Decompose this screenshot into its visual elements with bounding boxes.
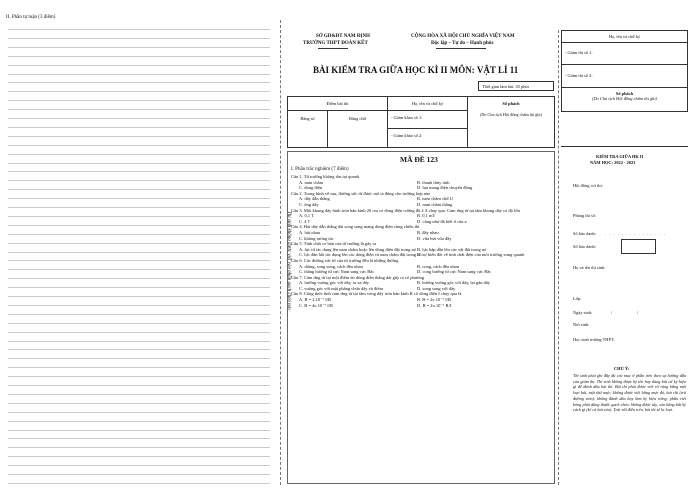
invigilator-2: - Giám thị số 2: <box>565 73 593 78</box>
examiner-header-cell <box>388 97 468 111</box>
question-text: Câu 1. Từ trường không tồn tại quanh <box>291 174 360 179</box>
answer-option: C. ống dây <box>299 201 319 207</box>
option-row <box>291 202 553 208</box>
essay-rule <box>8 296 270 297</box>
code-header-cell <box>468 97 554 111</box>
answer-option: A. nam châm <box>299 179 324 185</box>
candidate-code-box[interactable] <box>621 239 656 254</box>
answer-option: C. không tương tác <box>299 235 334 241</box>
essay-rule <box>8 349 270 350</box>
dob-sep-1: / <box>611 310 613 315</box>
essay-rule <box>8 421 270 422</box>
answer-option: C. vuông góc với mặt phẳng chứa dây và điểm <box>299 285 384 291</box>
candidate-no-label: Số báo danh: <box>573 231 596 236</box>
school-dept: SỞ GD&ĐT NAM ĐỊNH <box>316 34 370 39</box>
essay-rule <box>8 109 270 110</box>
essay-rule <box>8 456 270 457</box>
answer-option: A. B = 2.10⁻⁷ I/R <box>299 297 331 303</box>
question-text: Câu 3. Một khung dây hình tròn bán kính 20 cm có dòng điện cường độ 2 A chạy qua. Cảm ứng từ tại tâm khung dây có độ lớn <box>291 207 520 213</box>
essay-rule <box>8 198 270 199</box>
right-code-title: Số phách <box>615 91 634 96</box>
exam-code: MÃ ĐỀ 123 <box>400 155 438 164</box>
option-row <box>291 185 553 191</box>
essay-rule <box>8 29 270 30</box>
answer-option: A. hút nhau <box>299 229 321 235</box>
essay-rule <box>8 38 270 39</box>
essay-rule <box>8 65 270 66</box>
motto: Độc lập – Tự do – Hạnh phúc <box>431 41 494 46</box>
duration-text: Thời gian làm bài: 45 phút <box>482 84 529 89</box>
invigilator-1-cell <box>562 43 687 65</box>
score-table <box>287 96 555 148</box>
answer-option: D. hạt mang điện chuyển động <box>417 185 473 191</box>
essay-rule <box>8 367 270 368</box>
invigilator-2-cell <box>562 65 687 88</box>
answer-option: D. B = 2π.10⁻⁷ R/I <box>417 302 452 308</box>
answer-option: C. 4 T <box>299 218 311 224</box>
answer-option: B. đẩy nhau <box>417 229 439 235</box>
option-row <box>291 269 553 275</box>
essay-rule <box>8 163 270 164</box>
exam-name: KIỂM TRA GIỮA HK II <box>596 154 644 159</box>
essay-rule <box>8 225 270 226</box>
invigilator-header: Họ, tên và chữ ký <box>608 34 641 39</box>
in-number-label: Bằng số <box>300 116 315 121</box>
question-list <box>291 174 553 308</box>
candidate-code-label: Số báo danh: <box>573 244 596 249</box>
invigilator-1: - Giám thị số 1: <box>565 50 593 55</box>
essay-rule <box>8 189 270 190</box>
answer-option: A. 0,1 T <box>299 213 314 219</box>
essay-rule <box>8 287 270 288</box>
essay-rule <box>8 216 270 217</box>
essay-rule <box>8 394 270 395</box>
essay-rule <box>8 341 270 342</box>
answer-option: C. dòng điện <box>299 185 323 191</box>
essay-rule <box>8 118 270 119</box>
essay-rule <box>8 305 270 306</box>
essay-rule <box>8 56 270 57</box>
cut-line-right <box>558 30 559 485</box>
essay-rule <box>8 82 270 83</box>
essay-rule <box>8 314 270 315</box>
essay-rule <box>8 403 270 404</box>
cut-line-left <box>280 20 281 485</box>
essay-rule <box>8 100 270 101</box>
essay-rule <box>8 278 270 279</box>
option-row <box>291 303 553 309</box>
exam-title: BÀI KIỂM TRA GIỮA HỌC KÌ II MÔN: VẬT LÍ 11 <box>313 65 519 75</box>
essay-rule <box>8 127 270 128</box>
examiner-2-cell <box>388 129 468 147</box>
in-words-label: Bằng chữ <box>349 116 366 121</box>
answer-option: B. nam châm chữ U <box>417 196 454 202</box>
school-label: Học sinh trường THPT: <box>573 337 615 342</box>
essay-rule <box>8 171 270 172</box>
code-header: Số phách <box>502 101 520 106</box>
essay-rule <box>8 447 270 448</box>
question-text: Câu 2. Trong hình vẽ sau, đường sức từ được mô tả đúng cho trường hợp nào <box>291 190 431 196</box>
essay-rule <box>8 412 270 413</box>
answer-option: B. B = 2π.10⁻⁷ I/R <box>417 297 452 303</box>
essay-rule <box>8 74 270 75</box>
note-body: Thí sinh phải ghi đầy đủ các mục ở phần trên theo sự hướng dẫn của giám thị. Thí sinh không được ký tên hay dùng bất cứ ký hiệu gì để đánh dấu bài thi. Bài thi phải được viết rõ ràng bằng một loại bút, một thứ mực; không được viết bằng mực đỏ, bút chì (trừ đường tròn); không đánh dấu hay làm ký hiệu riêng; phần viết hỏng phải dùng thước gạch chéo; không được tẩy, xóa bằng bất kỳ cách gì (kể cả bút xóa). Trái với điều trên, bài thi sẽ bị loại. <box>573 373 686 413</box>
answer-option: C. lực đàn hồi tác dụng lên các dòng điện và nam châm đặt trong nó <box>299 252 422 258</box>
essay-rule <box>8 385 270 386</box>
answer-option: B. cong, cách đều nhau <box>417 263 459 269</box>
school-name: TRƯỜNG THPT ĐOÀN KẾT <box>303 41 368 46</box>
score-header: Điểm bài thi <box>326 101 349 106</box>
essay-rule <box>8 376 270 377</box>
answer-option: A. lực từ tác dụng lên nam châm hoặc lên dòng điện đặt trong nó <box>299 246 416 252</box>
essay-rule <box>8 474 270 475</box>
answer-option: B. 0,1 mT <box>417 213 436 219</box>
answer-option: B. lực hấp dẫn lên các vật đặt trong nó <box>417 246 487 252</box>
pob-label: Nơi sinh: <box>573 322 590 327</box>
essay-rule <box>8 91 270 92</box>
student-name-label: Họ và tên thí sinh: <box>573 265 606 270</box>
essay-rule <box>8 483 270 484</box>
examiner-header: Họ, tên và chữ ký <box>411 101 444 106</box>
essay-rule <box>8 269 270 270</box>
note-title: CHÚ Ý: <box>614 366 630 371</box>
country-name: CỘNG HÒA XÃ HỘI CHỦ NGHĨA VIỆT NAM <box>411 34 515 39</box>
answer-option: B. hướng vuông góc với dây, lại gần dây <box>417 280 491 286</box>
option-row <box>291 236 553 242</box>
answer-option: A. hướng vuông góc với dây, ra xa dây <box>299 280 370 286</box>
duration-box <box>478 81 554 91</box>
examiner-1: - Giám khảo số 1: <box>391 115 423 120</box>
essay-rule <box>8 180 270 181</box>
answer-option: D. cũng như đã biết ở câu a <box>417 218 467 224</box>
answer-option: D. cong hướng từ cực Nam sang cực Bắc <box>417 269 492 275</box>
question-text: Câu 6. Các đường sức từ của từ trường đều là những đường <box>291 257 399 263</box>
in-number-cell <box>288 111 328 147</box>
answer-option: C. thẳng hướng từ cực Nam sang cực Bắc <box>299 269 375 275</box>
rotated-note: Thí sinh không được viết vào phần gạch chéo này <box>286 211 291 311</box>
class-label: Lớp: <box>573 296 582 301</box>
dob-sep-2: / <box>637 310 639 315</box>
answer-option: D. song song với dây <box>417 285 456 291</box>
answer-option: A. thẳng, song song, cách đều nhau <box>299 263 363 269</box>
invigilator-box <box>561 30 688 112</box>
essay-rule <box>8 145 270 146</box>
essay-rule <box>8 358 270 359</box>
answer-option: A. dây dẫn thẳng <box>299 196 330 202</box>
essay-rule <box>8 154 270 155</box>
dob-label: Ngày sinh: <box>573 310 593 315</box>
essay-rule <box>8 438 270 439</box>
score-header-cell <box>288 97 388 111</box>
essay-rule <box>8 430 270 431</box>
right-code-note: (Do Chủ tịch Hội đồng chấm thi ghi) <box>592 96 657 102</box>
essay-rule <box>8 260 270 261</box>
answer-option: B. thanh thủy tinh <box>417 179 450 185</box>
question-text: Câu 7. Cảm ứng từ tại một điểm do dòng điện thẳng dài gây ra có phương <box>291 274 425 280</box>
essay-rule <box>8 234 270 235</box>
essay-rule <box>8 47 270 48</box>
code-note: (Do Chủ tịch Hội đồng chấm thi ghi) <box>480 112 542 117</box>
essay-rule <box>8 207 270 208</box>
section-title: I. Phần trắc nghiệm (7 điểm) <box>291 167 349 172</box>
answer-option: C. B = 4π.10⁻⁷ I/R <box>299 302 334 308</box>
right-code-cell <box>562 88 687 111</box>
examiner-2: - Giám khảo số 2: <box>391 133 423 138</box>
in-words-cell <box>328 111 388 147</box>
essay-rule <box>8 465 270 466</box>
answer-option: D. nam châm thẳng <box>417 201 453 207</box>
essay-heading: II. Phần tự luận (3 điểm) <box>6 15 56 20</box>
invigilator-header-cell <box>562 31 687 43</box>
essay-rule <box>8 243 270 244</box>
essay-rule <box>8 252 270 253</box>
question-text: Câu 8. Công thức tính cảm ứng từ tại tâm vòng dây tròn bán kính R có dòng điện I chạy qua là <box>291 291 462 297</box>
examiner-1-cell <box>388 111 468 129</box>
room-label: Phòng thi số: <box>573 213 597 218</box>
council-label: Hội đồng coi thi: <box>573 183 603 188</box>
code-note-cell <box>468 110 554 147</box>
essay-rule <box>8 136 270 137</box>
option-row <box>291 252 553 258</box>
question-text: Câu 5. Tính chất cơ bản của từ trường là gây ra <box>291 241 377 247</box>
candidate-no-dots: . . . . . . . . . . . . . . . <box>605 231 666 236</box>
essay-rule <box>8 323 270 324</box>
school-underline <box>318 48 348 49</box>
option-row <box>291 219 553 225</box>
question-text: Câu 4. Hai dây dẫn thẳng dài song song mang dòng điện cùng chiều thì <box>291 224 420 230</box>
motto-underline <box>436 48 486 49</box>
school-year: NĂM HỌC: 2022 - 2023 <box>590 160 636 165</box>
right-rule <box>561 146 688 147</box>
answer-option: D. sự biến đổi về tính chất điện của môi trường xung quanh <box>417 252 525 258</box>
option-row <box>291 286 553 292</box>
essay-rule <box>8 332 270 333</box>
answer-option: D. vừa hút vừa đẩy <box>417 235 452 241</box>
